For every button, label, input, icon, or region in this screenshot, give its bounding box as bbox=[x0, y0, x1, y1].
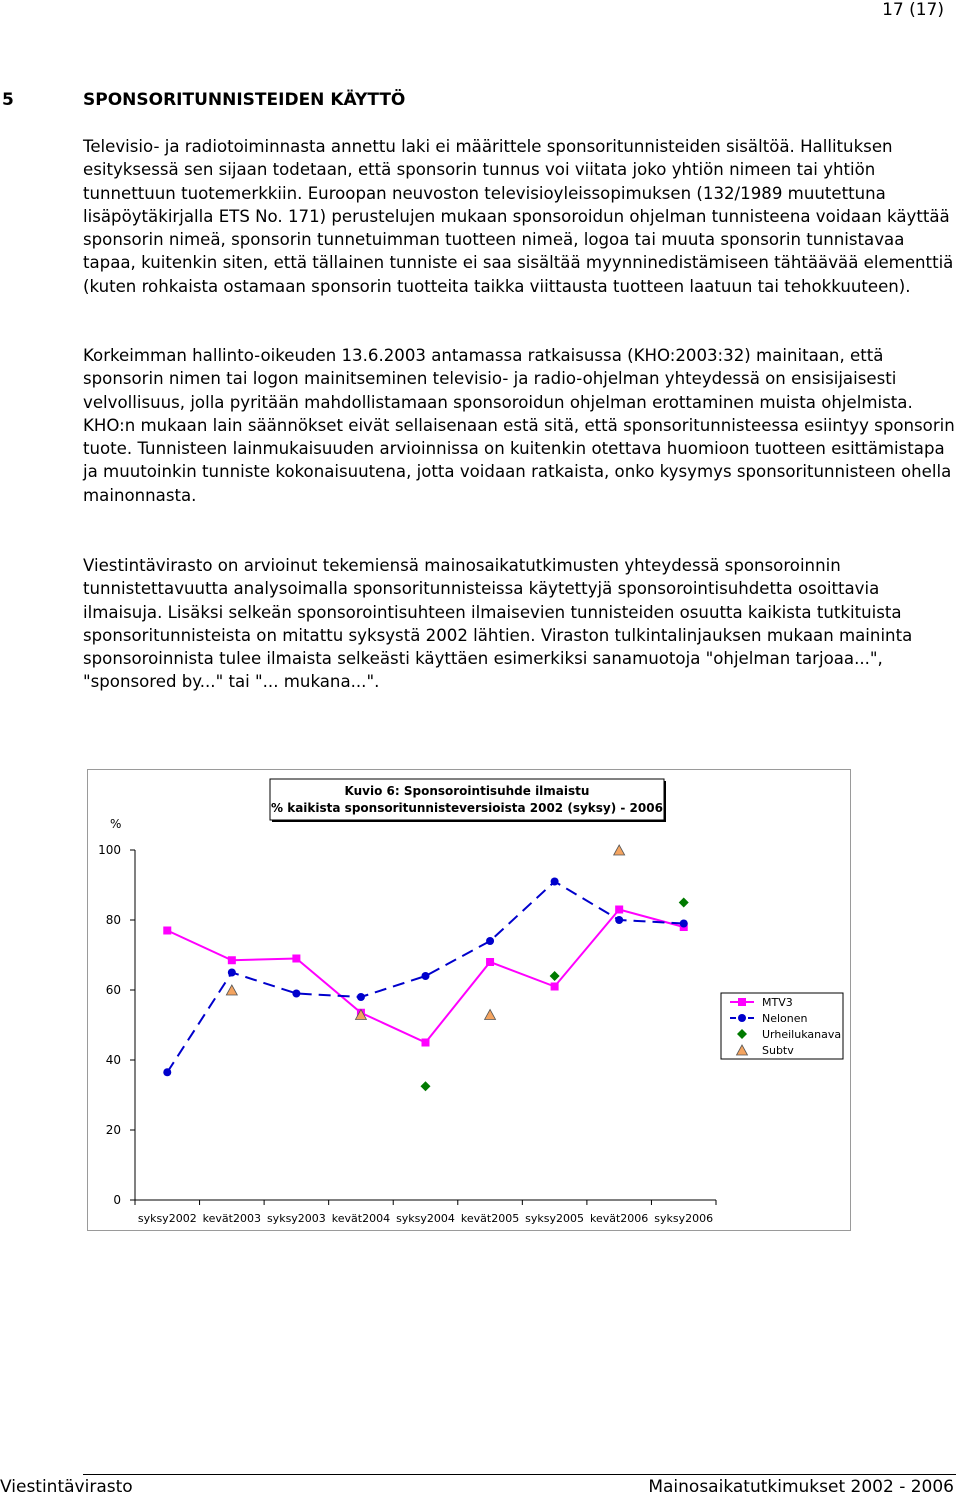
plot-area bbox=[98, 843, 716, 1225]
section-number: 5 bbox=[2, 90, 14, 110]
data-point-nelonen bbox=[615, 916, 623, 924]
x-tick-label: kevät2005 bbox=[460, 1212, 520, 1225]
data-point-nelonen bbox=[486, 937, 494, 945]
paragraph-3: Viestintävirasto on arvioinut tekemiensä mainosaikatutkimusten yhteydessä sponsoroinnin tunnistettavuutta analysoimalla sponsoritunnisteissa käytettyjä sponsorointisuhdetta osoittavia ilmaisuja. Lisäksi selkeän sponsorointisuhteen ilmaisevien tunnisteiden osuutta kaikista tutkituista sponsoritunnisteista on mitattu syksystä 2002 lähtien. Viraston tulkintalinjauksen mukaan maininta sponsoroinnista tulee ilmaista selkeästi käyttäen esimerkiksi sanamuotoja "ohjelman tarjoaa...", "sponsored by..." tai "... mukana...". bbox=[83, 556, 913, 692]
y-axis-label: % bbox=[110, 817, 122, 831]
data-point-urheilukanava bbox=[679, 898, 689, 908]
page-number: 17 (17) bbox=[882, 0, 944, 20]
data-point-subtv bbox=[614, 845, 625, 855]
paragraph-2: Korkeimman hallinto-oikeuden 13.6.2003 antamassa ratkaisussa (KHO:2003:32) mainitaan, että sponsorin nimen tai logon mainitseminen televisio- ja radio-ohjelman yhteydessä on ensisijaisesti velvollisuus, jolla pyritään mahdollistamaan sponsoroidun ohjelman erottaminen muista ohjelmista. KHO:n mukaan lain säännökset eivät sellaisenaan estä sitä, että sponsoritunnisteessa esiintyy sponsorin tuote. Tunnisteen lainmukaisuuden arvioinnissa on kuitenkin otettava huomioon tuotteen esittämistapa ja muutoinkin tunniste kokonaisuutena, jotta voidaan ratkaista, onko kysymys sponsoritunnisteen ohella mainonnasta. bbox=[83, 346, 955, 505]
data-point-mtv3 bbox=[163, 927, 171, 935]
y-tick-label: 60 bbox=[105, 983, 121, 997]
data-point-subtv bbox=[226, 985, 237, 995]
paragraph-1: Televisio- ja radiotoiminnasta annettu laki ei määrittele sponsoritunnisteiden sisältöä. Hallituksen esityksessä sen sijaan todetaan, että sponsorin tunnus voi viitata joko yhtiön nimeen tai yhtiön tunnettuun tuotemerkkiin. Euroopan neuvoston televisioyleissopimuksen (132/1989 muutettuna lisäpöytäkirjalla ETS No. 171) perustelujen mukaan sponsoroidun ohjelman tunnisteena voidaan käyttää sponsorin nimeä, sponsorin tunnetuimman tuotteen nimeä, logoa tai muuta sponsorin tunnistavaa tapaa, kuitenkin siten, että tällainen tunniste ei saa sisältää myynninedistämiseen tähtäävää elementtiä (kuten rohkaista ostamaan sponsorin tuotteita taikka viittausta tuotteen laatuun tai tehokkuuteen). bbox=[83, 137, 954, 296]
y-tick-label: 40 bbox=[105, 1053, 121, 1067]
data-point-nelonen bbox=[680, 920, 688, 928]
section-title: SPONSORITUNNISTEIDEN KÄYTTÖ bbox=[83, 90, 406, 110]
chart-title: Kuvio 6: Sponsorointisuhde ilmaistu bbox=[344, 784, 590, 798]
x-tick-label: syksy2005 bbox=[525, 1212, 585, 1225]
chart-frame bbox=[87, 769, 851, 1231]
footer-organization: Viestintävirasto bbox=[0, 1477, 133, 1497]
y-tick-label: 20 bbox=[105, 1123, 121, 1137]
footer-document-title: Mainosaikatutkimukset 2002 - 2006 bbox=[648, 1477, 954, 1497]
footer-divider bbox=[83, 1474, 956, 1475]
data-point-mtv3 bbox=[615, 906, 623, 914]
legend-label-subtv: Subtv bbox=[762, 1044, 794, 1057]
legend-label-mtv3: MTV3 bbox=[762, 996, 793, 1009]
x-tick-label: syksy2004 bbox=[396, 1212, 455, 1225]
data-point-mtv3 bbox=[486, 958, 494, 966]
x-tick-label: syksy2003 bbox=[266, 1212, 326, 1225]
sponsorship-chart bbox=[88, 770, 852, 1232]
legend-label-nelonen: Nelonen bbox=[762, 1012, 808, 1025]
y-tick-label: 80 bbox=[105, 913, 121, 927]
data-point-nelonen bbox=[292, 990, 300, 998]
data-point-mtv3 bbox=[292, 955, 300, 963]
data-point-nelonen bbox=[551, 878, 559, 886]
legend-marker-nelonen bbox=[738, 1014, 746, 1022]
x-tick-label: kevät2006 bbox=[590, 1212, 649, 1225]
data-point-urheilukanava bbox=[550, 971, 560, 981]
data-point-nelonen bbox=[357, 993, 365, 1001]
y-tick-label: 0 bbox=[113, 1193, 121, 1207]
data-point-mtv3 bbox=[228, 956, 236, 964]
x-tick-label: kevät2004 bbox=[331, 1212, 391, 1225]
x-tick-label: syksy2006 bbox=[654, 1212, 714, 1225]
data-point-urheilukanava bbox=[421, 1081, 431, 1091]
chart-subtitle: % kaikista sponsoritunnisteversioista 2002 (syksy) - 2006 bbox=[271, 801, 663, 815]
legend-marker-mtv3 bbox=[738, 998, 746, 1006]
data-point-nelonen bbox=[228, 969, 236, 977]
data-point-nelonen bbox=[163, 1068, 171, 1076]
x-tick-label: syksy2002 bbox=[137, 1212, 197, 1225]
data-point-subtv bbox=[485, 1010, 496, 1020]
legend-label-urheilukanava: Urheilukanava bbox=[762, 1028, 842, 1041]
data-point-mtv3 bbox=[422, 1039, 430, 1047]
x-tick-label: kevät2003 bbox=[202, 1212, 261, 1225]
data-point-mtv3 bbox=[551, 983, 559, 991]
y-tick-label: 100 bbox=[98, 843, 121, 857]
data-point-nelonen bbox=[422, 972, 430, 980]
